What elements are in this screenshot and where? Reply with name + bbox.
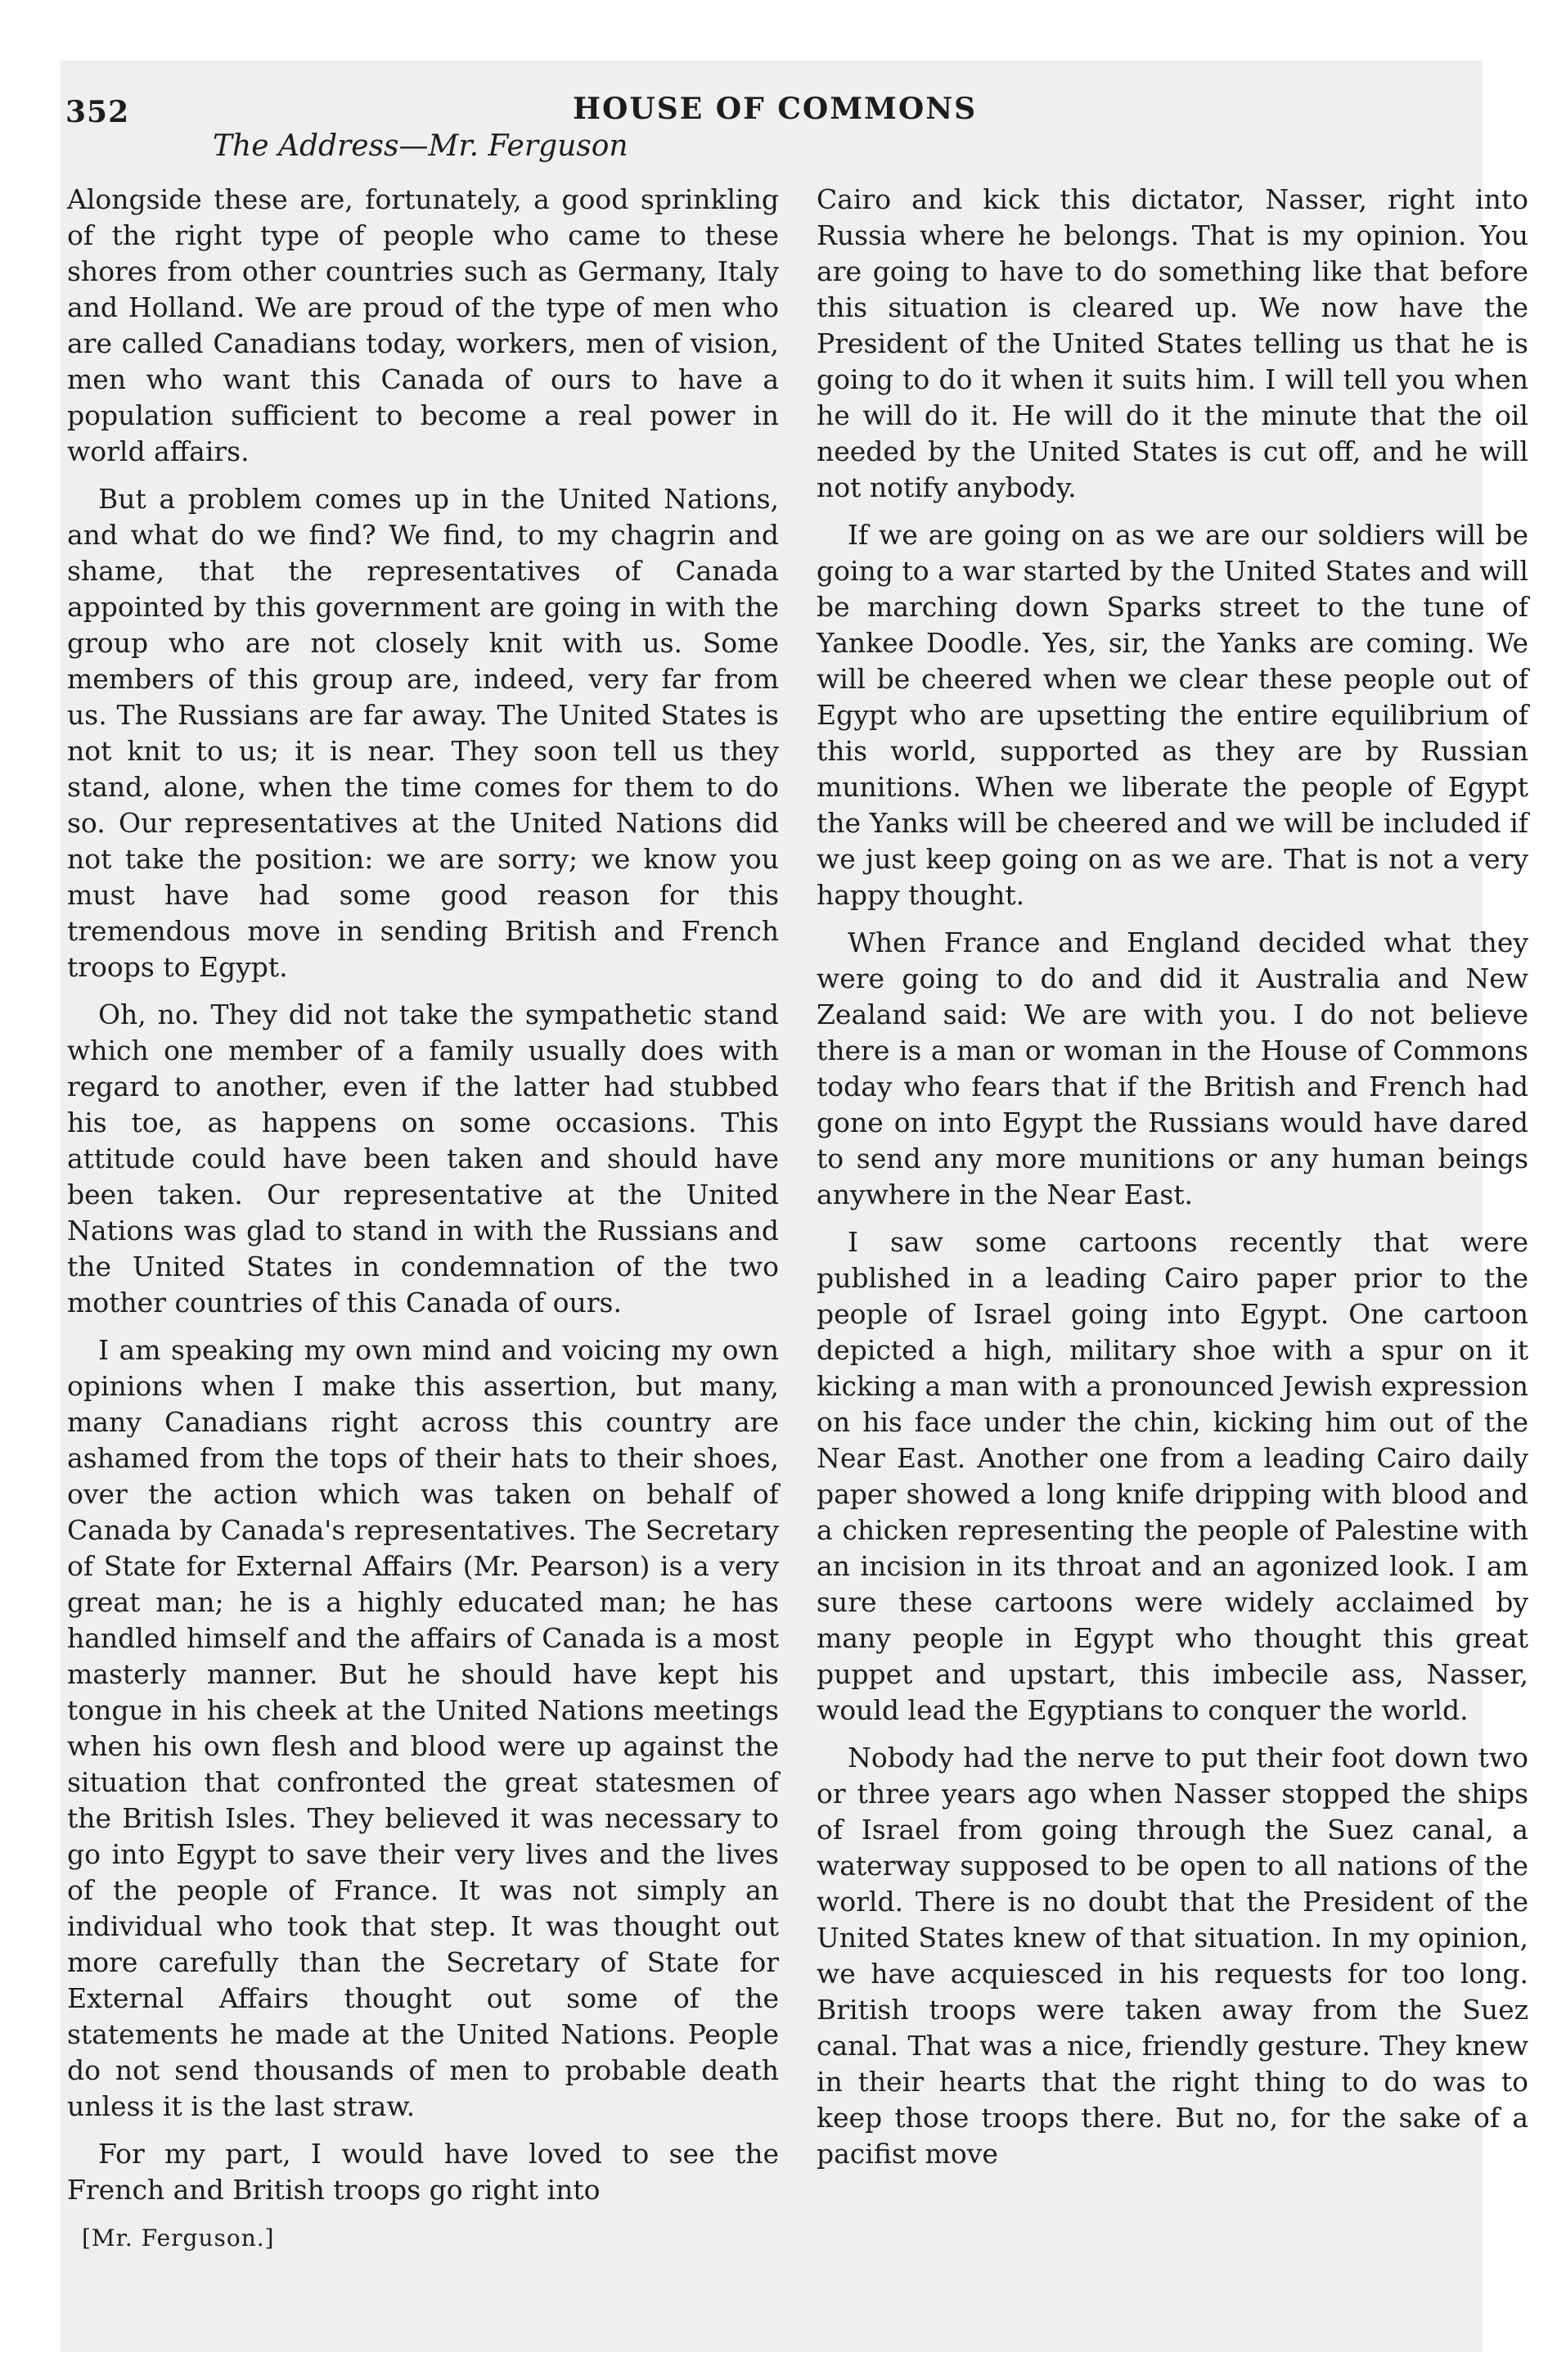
speaker-attribution: [Mr. Ferguson.] <box>82 2224 275 2252</box>
paragraph: I am speaking my own mind and voicing my own opinions when I make this assertion, but many, many Canadians right across this country are ashamed from the tops of their hats to their shoes, over the action which was taken on behalf of Canada by Canada's representatives. The Secretary of State for External Affairs (Mr. Pearson) is a very great man; he is a highly educated man; he has handled himself and the affairs of Canada is a most masterly manner. But he should have kept his tongue in his cheek at the United Nations meetings when his own flesh and blood were up against the situation that confronted the great statesmen of the British Isles. They believed it was necessary to go into Egypt to save their very lives and the lives of the people of France. It was not simply an individual who took that step. It was thought out more carefully than the Secretary of State for External Affairs thought out some of the statements he made at the United Nations. People do not send thousands of men to probable death unless it is the last straw. <box>67 1334 779 2122</box>
paragraph: Cairo and kick this dictator, Nasser, right into Russia where he belongs. That is my opinion. You are going to have to do something like that before this situation is cleared up. We now have the President of the United States telling us that he is going to do it when it suits him. I will tell you when he will do it. He will do it the minute that the oil needed by the United States is cut off, and he will not notify anybody. <box>817 183 1528 503</box>
paragraph: Nobody had the nerve to put their foot down two or three years ago when Nasser stopped the ships of Israel from going through the Suez canal, a waterway supposed to be open to all nations of the world. There is no doubt that the President of the United States knew of that situation. In my opinion, we have acquiesced in his requests for too long. British troops were taken away from the Suez canal. That was a nice, friendly gesture. They knew in their hearts that the right thing to do was to keep those troops there. But no, for the sake of a pacifist move <box>817 1742 1528 2170</box>
section-heading: The Address—Mr. Ferguson <box>213 129 628 163</box>
paragraph: I saw some cartoons recently that were published in a leading Cairo paper prior to the people of Israel going into Egypt. One cartoon depicted a high, military shoe with a spur on it kicking a man with a pronounced Jewish expression on his face under the chin, kicking him out of the Near East. Another one from a leading Cairo daily paper showed a long knife dripping with blood and a chicken representing the people of Palestine with an incision in its throat and an agonized look. I am sure these cartoons were widely acclaimed by many people in Egypt who thought this great puppet and upstart, this imbecile ass, Nasser, would lead the Egyptians to conquer the world. <box>817 1226 1528 1726</box>
left-column <box>67 182 779 2220</box>
page-number: 352 <box>65 95 130 129</box>
running-head: HOUSE OF COMMONS <box>573 92 978 126</box>
paragraph: Oh, no. They did not take the sympathetic stand which one member of a family usually does with regard to another, even if the latter had stubbed his toe, as happens on some occasions. This attitude could have been taken and should have been taken. Our representative at the United Nations was glad to stand in with the Russians and the United States in condemnation of the two mother countries of this Canada of ours. <box>67 998 779 1318</box>
paragraph: If we are going on as we are our soldiers will be going to a war started by the United States and will be marching down Sparks street to the tune of Yankee Doodle. Yes, sir, the Yanks are coming. We will be cheered when we clear these people out of Egypt who are upsetting the entire equilibrium of this world, supported as they are by Russian munitions. When we liberate the people of Egypt the Yanks will be cheered and we will be included if we just keep going on as we are. That is not a very happy thought. <box>817 519 1528 911</box>
paragraph: For my part, I would have loved to see the French and British troops go right into <box>67 2138 779 2206</box>
paragraph: When France and England decided what they were going to do and did it Australia and New Zealand said: We are with you. I do not believe there is a man or woman in the House of Commons today who fears that if the British and French had gone on into Egypt the Russians would have dared to send any more munitions or any human beings anywhere in the Near East. <box>817 926 1528 1210</box>
paragraph: Alongside these are, fortunately, a good sprinkling of the right type of people who came to these shores from other countries such as Germany, Italy and Holland. We are proud of the type of men who are called Canadians today, workers, men of vision, men who want this Canada of ours to have a population sufficient to become a real power in world affairs. <box>67 183 779 467</box>
right-column <box>817 182 1528 2184</box>
paragraph: But a problem comes up in the United Nations, and what do we find? We find, to my chagrin and shame, that the representatives of Canada appointed by this government are going in with the group who are not closely knit with us. Some members of this group are, indeed, very far from us. The Russians are far away. The United States is not knit to us; it is near. They soon tell us they stand, alone, when the time comes for them to do so. Our representatives at the United Nations did not take the position: we are sorry; we know you must have had some good reason for this tremendous move in sending British and French troops to Egypt. <box>67 483 779 983</box>
